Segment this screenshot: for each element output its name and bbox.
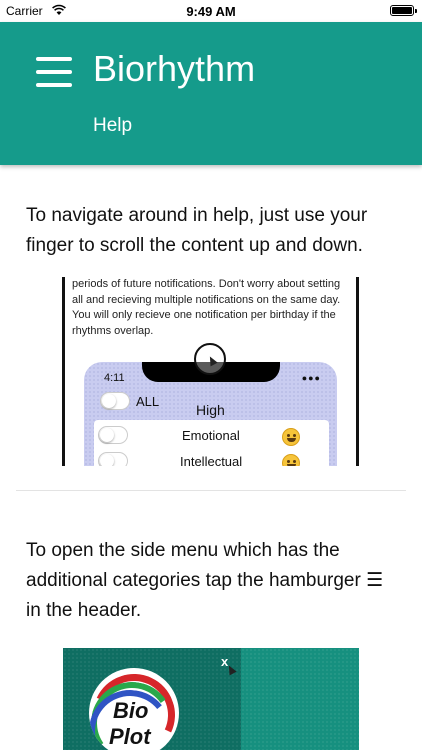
logo-text-bio: Bio: [113, 698, 149, 723]
screenshot-snippet-text: periods of future notifications. Don't worry about setting all and recieving multiple notifications on the same day. You will only recieve one notification per birthday if the rhythms overlap.: [72, 278, 341, 337]
rhythm-label-intellectual: Intellectual: [180, 454, 243, 466]
hamburger-menu-icon[interactable]: [36, 55, 74, 91]
rhythm-label-emotional: Emotional: [182, 428, 240, 443]
status-bar: [0, 0, 422, 22]
help-content[interactable]: [0, 165, 422, 750]
logo-text-plot: Plot: [109, 724, 151, 749]
help-screenshot-side-menu: [63, 648, 359, 750]
emoji-icon: [282, 454, 300, 466]
emoji-icon: [282, 428, 300, 446]
section-divider: [16, 490, 406, 491]
help-screenshot-scroll: [62, 277, 359, 466]
toggle-intellectual: [98, 452, 128, 466]
status-time: 9:49 AM: [186, 4, 236, 19]
signal-icon: ●●●: [301, 373, 321, 383]
carrier-label: Carrier: [6, 4, 43, 18]
help-paragraph-scroll: To navigate around in help, just use your finger to scroll the content up and down.: [26, 205, 368, 256]
app-title: Biorhythm: [93, 48, 256, 89]
screenshot-phone-frame: [84, 362, 337, 466]
bioplot-logo: [89, 668, 179, 750]
help-paragraph-side-menu: To open the side menu which has the additional categories tap the hamburger ☰ in the header.: [26, 540, 384, 621]
toggle-all: [100, 392, 130, 410]
all-label: ALL: [136, 394, 160, 409]
high-label: High: [196, 402, 225, 418]
battery-icon: [390, 5, 414, 16]
toggle-emotional: [98, 426, 128, 444]
app-header: [0, 22, 422, 165]
page-subtitle: Help: [93, 115, 133, 136]
side-menu-overlay: [241, 648, 359, 750]
close-icon: x: [221, 654, 229, 669]
screenshot-time: 4:11: [104, 372, 125, 384]
